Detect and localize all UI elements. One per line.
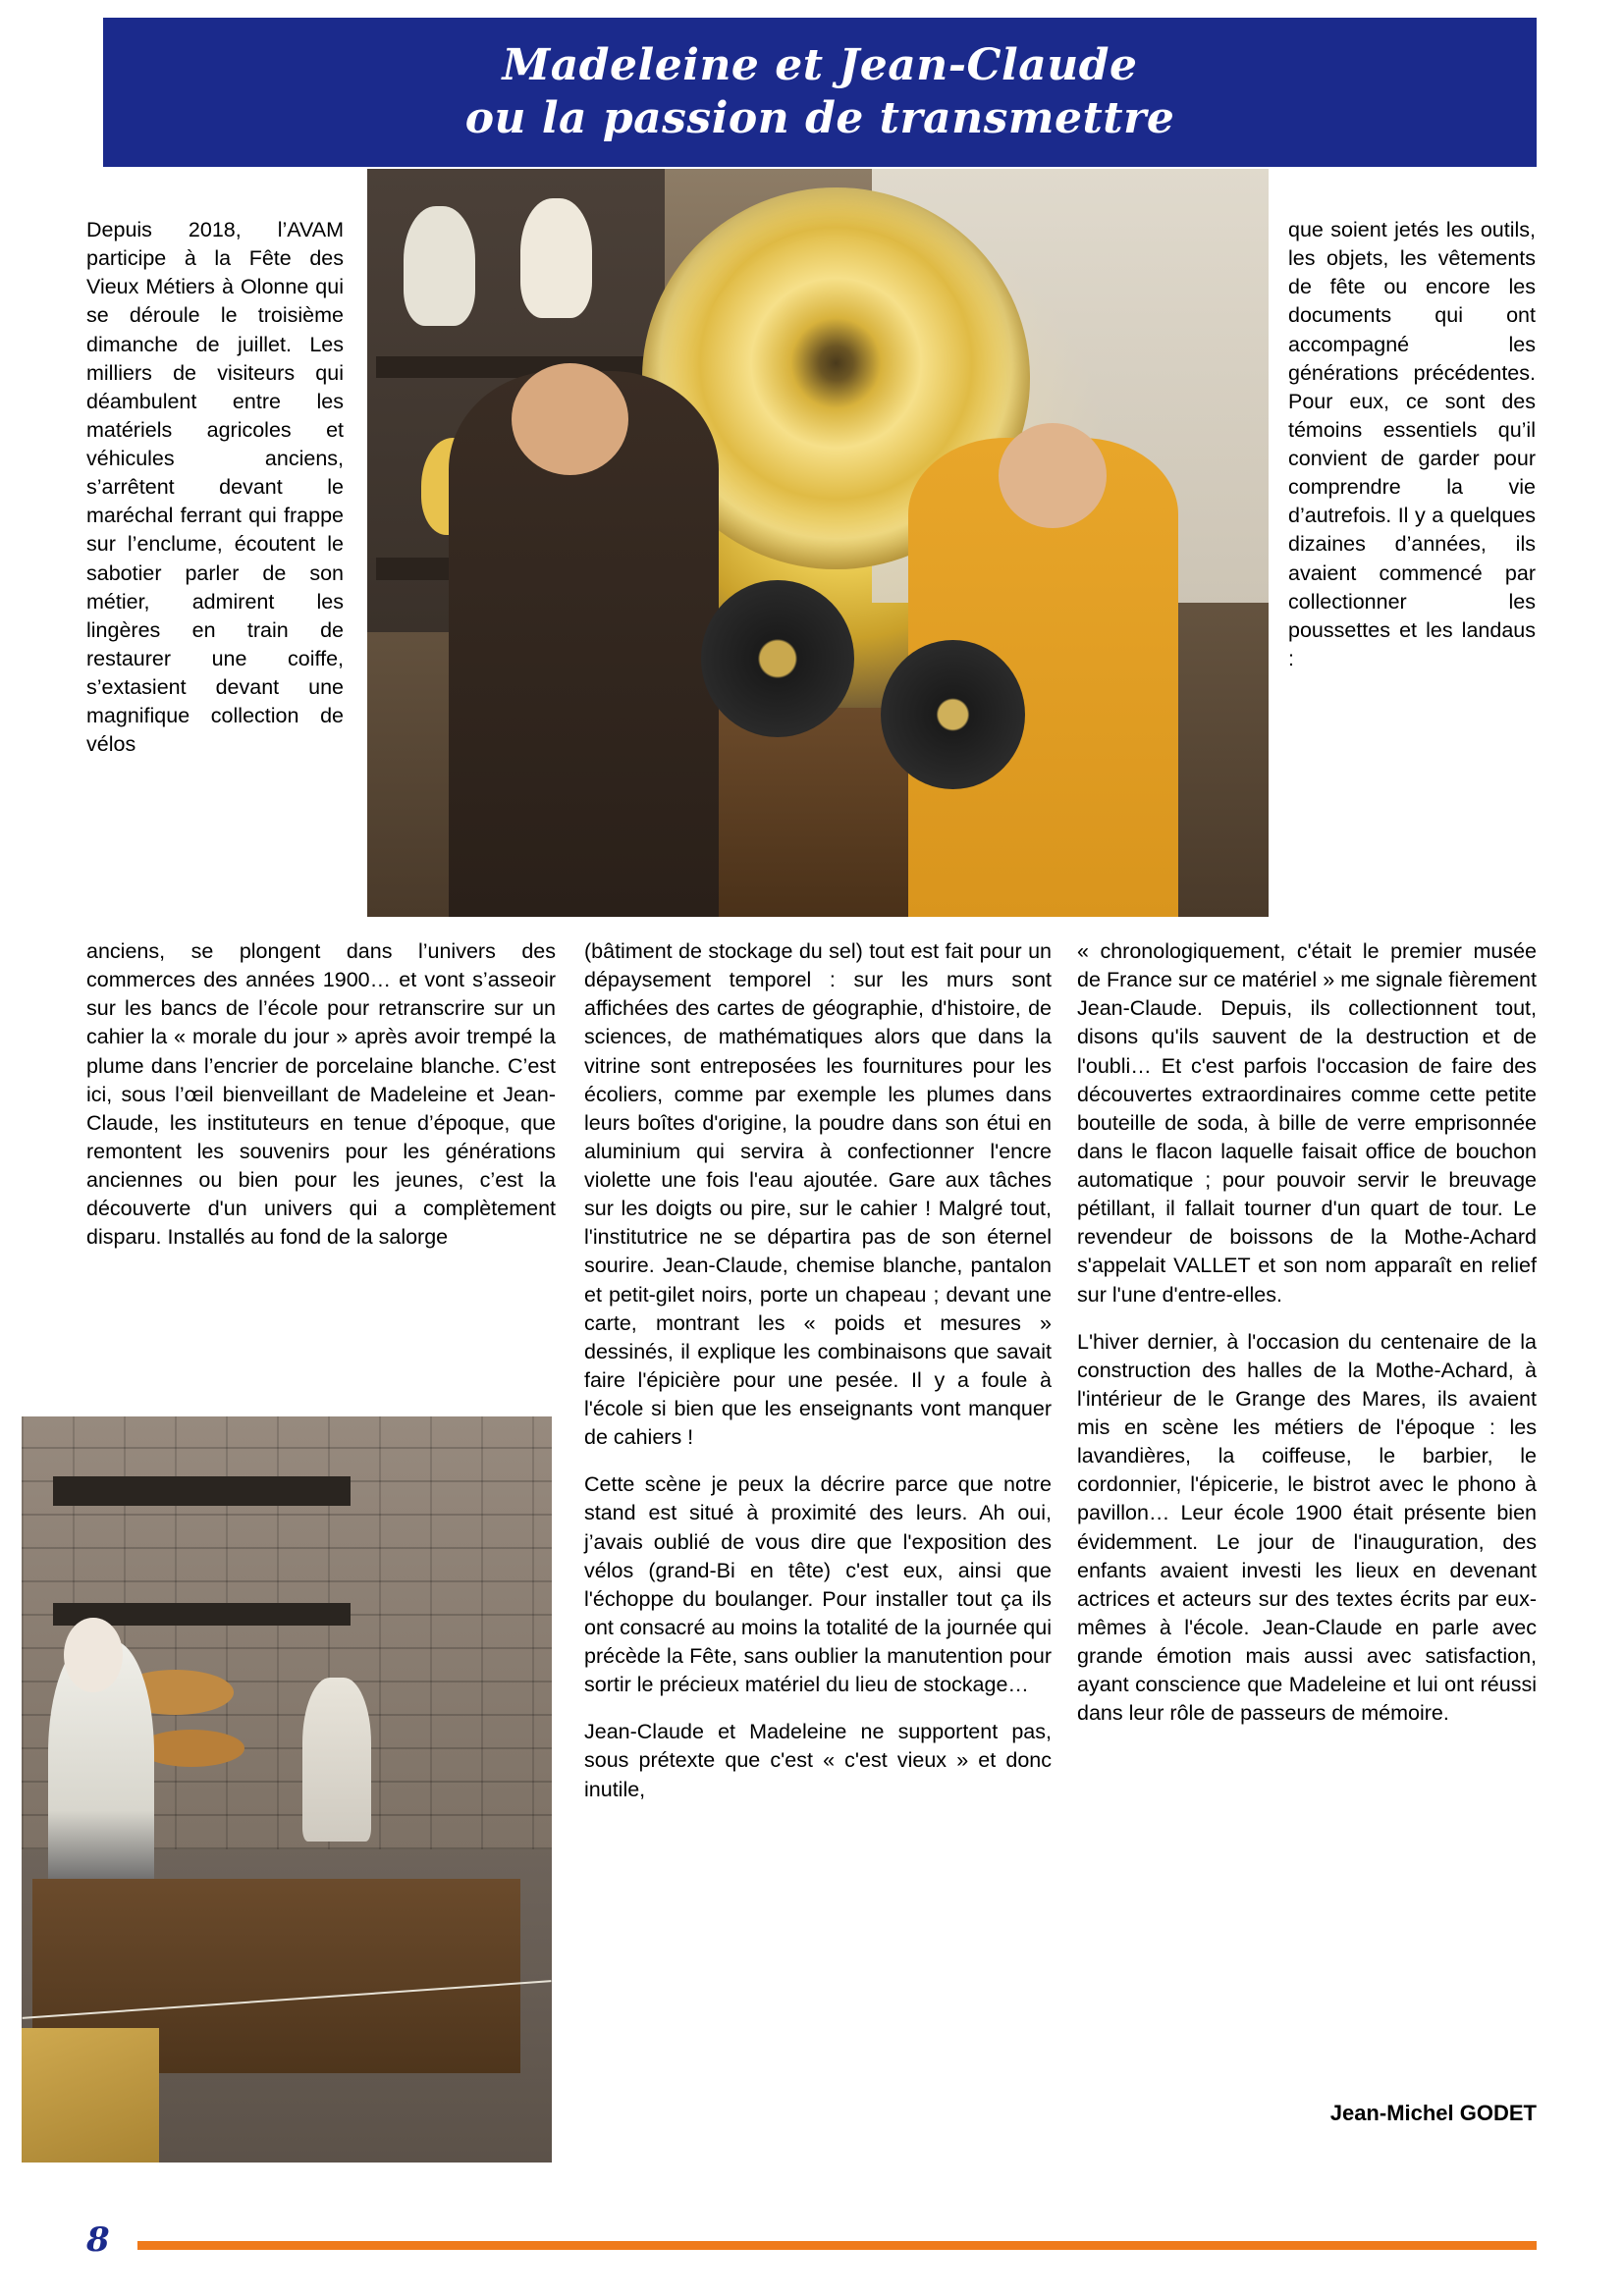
- article-header-banner: [103, 18, 1537, 167]
- paragraph: (bâtiment de stockage du sel) tout est fait pour un dépaysement temporel : sur les murs sont affichées des cartes de géographie, d'histoire, de sciences, de mathématiques alors que dans la vitrine sont entreposées les fournitures pour les écoliers, comme par exemple les plumes dans leurs boîtes d'origine, la poudre dans son étui en aluminium qui servira à confectionner l'encre violette une fois l'eau ajoutée. Gare aux tâches sur les doigts ou pire, sur le cahier ! Malgré tout, l'institutrice ne se départira pas de son éternel sourire. Jean-Claude, chemise blanche, pantalon et petit-gilet noirs, porte un chapeau ; devant une carte, montrant les « poids et mesures » dessinés, il explique les combinaisons que savait faire l'épicière pour une pesée. Il y a foule à l'école si bien que les enseignants vont manquer de cahiers !: [584, 939, 1052, 1450]
- photo-couple-gramophone: [367, 169, 1269, 917]
- photo-echoppe-boulanger: [22, 1416, 552, 2163]
- article-title-line-2: ou la passion de transmettre: [464, 93, 1175, 143]
- paragraph: Jean-Claude et Madeleine ne supportent pas, sous prétexte que c'est « c'est vieux » et donc inutile,: [584, 1720, 1052, 1801]
- straw-bundle: [22, 2028, 159, 2163]
- paragraph: Cette scène je peux la décrire parce que notre stand est situé à proximité des leurs. Ah oui, j’avais oublié de vous dire que l'exposition des vélos (grand-Bi en tête) c'est eux, ainsi que l'échoppe du boulanger. Pour installer tout ça ils ont consacré au moins la totalité de la journée qui précède la Fête, sans oublier la manutention pour sortir le précieux matériel du lieu de stockage…: [584, 1472, 1052, 1697]
- column-left-top: [86, 216, 344, 759]
- man-head: [512, 363, 628, 475]
- paragraph: L'hiver dernier, à l'occasion du centenaire de la construction des halles de la Mothe-Achard, à l'intérieur de le Grange des Mares, ils avaient mis en scène les métiers de l'époque : les lavandières, la coiffeuse, le barbier, le cordonnier, l'épicerie, le bistrot avec le phono à pavillon… Leur école 1900 était présente bien évidemment. Le jour de l'inauguration, des enfants avaient investi les lieux en devenant actrices et acteurs sur des textes écrits par eux-mêmes à l'école. Jean-Claude en parle avec grande émotion mais aussi avec satisfaction, ayant conscience que Madeleine et lui ont réussi dans leur rôle de passeurs de mémoire.: [1077, 1329, 1537, 1726]
- woman-head: [999, 423, 1107, 528]
- footer-rule: [137, 2241, 1537, 2250]
- column-right-lower: [1077, 937, 1537, 1728]
- column-middle: [584, 937, 1052, 1804]
- porcelain-doll-right: [520, 198, 592, 318]
- mannequin-baker-second: [302, 1678, 371, 1842]
- iron-shelf-upper: [53, 1476, 350, 1506]
- paragraph: « chronologiquement, c'était le premier musée de France sur ce matériel » me signale fièrement Jean-Claude. Depuis, ils collectionnent tout, disons qu'ils sauvent de la destruction et de l'oubli… Et c'est parfois l'occasion de faire des découvertes extraordinaires comme cette petite bouteille de soda, à bille de verre emprisonnée dans le flacon laquelle faisait office de bouchon automatique ; pour pouvoir servir le breuvage pétillant, il fallait tourner d'un quart de tour. Le revendeur de boissons de la Mothe-Achard s'appelait VALLET et son nom apparaît en relief sur l'une d'entre-elles.: [1077, 939, 1537, 1307]
- paragraph: Depuis 2018, l’AVAM participe à la Fête des Vieux Métiers à Olonne qui se déroule le troisième dimanche de juillet. Les milliers de visiteurs qui déambulent entre les matériels agricoles et véhicules anciens, s’arrêtent devant le maréchal ferrant qui frappe sur l’enclume, écoutent le sabotier parler de son métier, admirent les lingères en train de restaurer une coiffe, s’extasient devant une magnifique collection de vélos: [86, 218, 344, 757]
- mannequin-head: [64, 1618, 122, 1692]
- porcelain-doll-left: [404, 206, 475, 326]
- paragraph: anciens, se plongent dans l’univers des commerces des années 1900… et vont s’asseoir sur les bancs de l’école pour retranscrire sur un cahier la « morale du jour » après avoir trempé la plume dans l’encrier de porcelaine blanche. C’est ici, sous l’œil bienveillant de Madeleine et Jean-Claude, les instituteurs en tenue d’époque, que remontent les souvenirs pour les générations anciennes ou bien pour les jeunes, c’est la découverte d'un univers qui a complètement disparu. Installés au fond de la salorge: [86, 939, 556, 1250]
- vinyl-record-left: [701, 580, 854, 737]
- paragraph: que soient jetés les outils, les objets, les vêtements de fête ou encore les documents qui ont accompagné les générations précédentes. Pour eux, ce sont des témoins essentiels qu’il convient de garder pour comprendre la vie d’autrefois. Il y a quelques dizaines d’années, ils avaient commencé par collectionner les poussettes et les landaus :: [1288, 218, 1536, 670]
- article-title-line-1: Madeleine et Jean-Claude: [502, 40, 1138, 91]
- column-right-top: [1288, 216, 1536, 673]
- vinyl-record-right: [881, 640, 1025, 789]
- column-left-lower: [86, 937, 556, 1252]
- page-number: 8: [86, 2220, 110, 2260]
- author-signature: Jean-Michel GODET: [1329, 2101, 1537, 2125]
